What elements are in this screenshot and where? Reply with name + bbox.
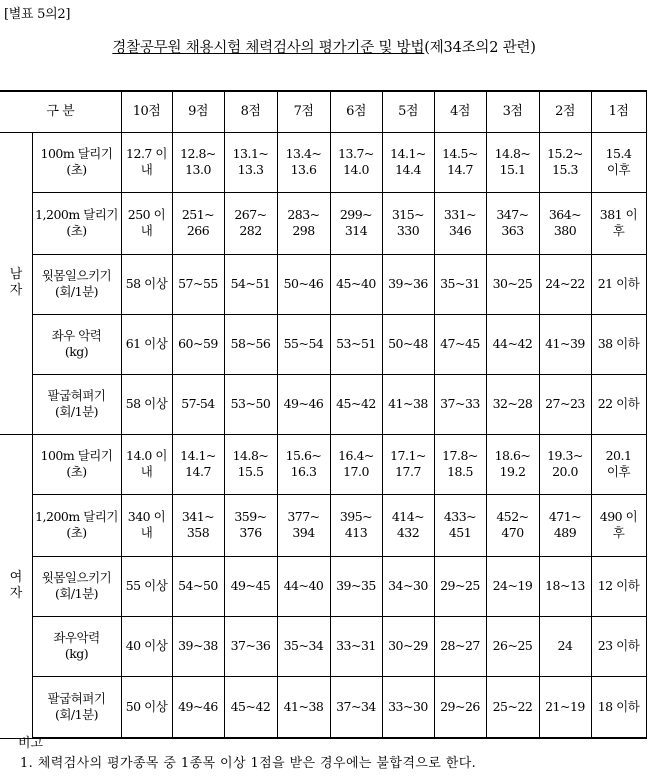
score-cell: 45~42 <box>330 374 382 434</box>
score-cell: 34~30 <box>382 556 434 616</box>
score-cell: 41~38 <box>382 374 434 434</box>
table-row <box>0 192 646 254</box>
score-cell: 57-54 <box>172 374 224 434</box>
score-cell: 61 이상 <box>121 314 172 374</box>
header-row <box>0 91 646 132</box>
group-female-label: 여 자 <box>0 434 32 738</box>
score-cell: 60~59 <box>172 314 224 374</box>
score-cell: 15.2~ 15.3 <box>539 132 591 192</box>
score-cell: 45~40 <box>330 254 382 314</box>
header-score: 4점 <box>434 91 486 132</box>
score-cell: 14.5~ 14.7 <box>434 132 486 192</box>
score-cell: 37~36 <box>224 616 277 676</box>
item-label: 100m 달리기 (초) <box>32 132 121 192</box>
table-row <box>0 494 646 556</box>
header-score: 2점 <box>539 91 591 132</box>
score-cell: 377~ 394 <box>277 494 330 556</box>
header-score: 7점 <box>277 91 330 132</box>
score-cell: 50 이상 <box>121 676 172 738</box>
score-cell: 17.1~ 17.7 <box>382 434 434 494</box>
table-row <box>0 314 646 374</box>
score-cell: 24~22 <box>539 254 591 314</box>
score-cell: 471~ 489 <box>539 494 591 556</box>
score-cell: 490 이 후 <box>591 494 646 556</box>
item-label: 윗몸일으키기 (회/1분) <box>32 254 121 314</box>
score-cell: 57~55 <box>172 254 224 314</box>
score-cell: 18.6~ 19.2 <box>486 434 539 494</box>
header-score: 3점 <box>486 91 539 132</box>
score-cell: 58~56 <box>224 314 277 374</box>
score-cell: 250 이 내 <box>121 192 172 254</box>
score-cell: 29~25 <box>434 556 486 616</box>
group-male-label: 남 자 <box>0 132 32 434</box>
score-cell: 45~42 <box>224 676 277 738</box>
score-cell: 267~ 282 <box>224 192 277 254</box>
score-cell: 53~51 <box>330 314 382 374</box>
score-cell: 53~50 <box>224 374 277 434</box>
score-cell: 50~48 <box>382 314 434 374</box>
score-cell: 331~ 346 <box>434 192 486 254</box>
header-score: 8점 <box>224 91 277 132</box>
title-main: 경찰공무원 채용시험 체력검사의 평가기준 및 방법 <box>112 40 425 56</box>
score-cell: 47~45 <box>434 314 486 374</box>
item-label: 팔굽혀펴기 (회/1분) <box>32 676 121 738</box>
score-cell: 12.8~ 13.0 <box>172 132 224 192</box>
score-cell: 26~25 <box>486 616 539 676</box>
item-label: 좌우악력 (kg) <box>32 616 121 676</box>
item-label: 좌우 악력 (kg) <box>32 314 121 374</box>
note-item-1: 1. 체력검사의 평가종목 중 1종목 이상 1점을 받은 경우에는 불합격으로 한다. <box>20 756 477 771</box>
table-row <box>0 676 646 738</box>
score-cell: 49~46 <box>172 676 224 738</box>
score-cell: 49~45 <box>224 556 277 616</box>
score-cell: 23 이하 <box>591 616 646 676</box>
score-cell: 251~ 266 <box>172 192 224 254</box>
table-row <box>0 132 646 192</box>
score-cell: 315~ 330 <box>382 192 434 254</box>
score-cell: 12.7 이 내 <box>121 132 172 192</box>
header-score: 9점 <box>172 91 224 132</box>
score-cell: 15.6~ 16.3 <box>277 434 330 494</box>
score-cell: 35~34 <box>277 616 330 676</box>
score-cell: 39~35 <box>330 556 382 616</box>
table-row <box>0 434 646 494</box>
score-cell: 22 이하 <box>591 374 646 434</box>
item-label: 팔굽혀펴기 (회/1분) <box>32 374 121 434</box>
header-score: 1점 <box>591 91 646 132</box>
score-cell: 24~19 <box>486 556 539 616</box>
score-cell: 40 이상 <box>121 616 172 676</box>
annex-label: [별표 5의2] <box>4 7 71 22</box>
table-row <box>0 556 646 616</box>
score-cell: 299~ 314 <box>330 192 382 254</box>
score-cell: 14.1~ 14.7 <box>172 434 224 494</box>
score-cell: 283~ 298 <box>277 192 330 254</box>
score-cell: 39~38 <box>172 616 224 676</box>
score-cell: 340 이 내 <box>121 494 172 556</box>
score-cell: 364~ 380 <box>539 192 591 254</box>
score-cell: 44~42 <box>486 314 539 374</box>
header-score: 5점 <box>382 91 434 132</box>
score-cell: 20.1 이후 <box>591 434 646 494</box>
score-cell: 55 이상 <box>121 556 172 616</box>
document-title <box>0 36 648 57</box>
table-row <box>0 374 646 434</box>
score-cell: 37~33 <box>434 374 486 434</box>
score-cell: 21 이하 <box>591 254 646 314</box>
score-cell: 54~51 <box>224 254 277 314</box>
score-cell: 15.4 이후 <box>591 132 646 192</box>
score-cell: 18 이하 <box>591 676 646 738</box>
score-cell: 395~ 413 <box>330 494 382 556</box>
score-cell: 33~30 <box>382 676 434 738</box>
score-cell: 414~ 432 <box>382 494 434 556</box>
score-cell: 27~23 <box>539 374 591 434</box>
score-cell: 33~31 <box>330 616 382 676</box>
score-cell: 50~46 <box>277 254 330 314</box>
score-cell: 49~46 <box>277 374 330 434</box>
score-cell: 35~31 <box>434 254 486 314</box>
score-cell: 58 이상 <box>121 254 172 314</box>
evaluation-table <box>0 90 647 739</box>
score-cell: 381 이 후 <box>591 192 646 254</box>
table-row <box>0 254 646 314</box>
score-cell: 347~ 363 <box>486 192 539 254</box>
score-cell: 13.7~ 14.0 <box>330 132 382 192</box>
score-cell: 359~ 376 <box>224 494 277 556</box>
notes-heading: 비고 <box>18 736 44 751</box>
title-suffix: (제34조의2 관련) <box>424 40 536 56</box>
score-cell: 41~38 <box>277 676 330 738</box>
score-cell: 41~39 <box>539 314 591 374</box>
score-cell: 12 이하 <box>591 556 646 616</box>
score-cell: 14.8~ 15.5 <box>224 434 277 494</box>
score-cell: 38 이하 <box>591 314 646 374</box>
score-cell: 58 이상 <box>121 374 172 434</box>
score-cell: 13.4~ 13.6 <box>277 132 330 192</box>
score-cell: 30~29 <box>382 616 434 676</box>
score-cell: 19.3~ 20.0 <box>539 434 591 494</box>
item-label: 1,200m 달리기 (초) <box>32 494 121 556</box>
score-cell: 433~ 451 <box>434 494 486 556</box>
score-cell: 13.1~ 13.3 <box>224 132 277 192</box>
item-label: 윗몸일으키기 (회/1분) <box>32 556 121 616</box>
score-cell: 17.8~ 18.5 <box>434 434 486 494</box>
table-row <box>0 616 646 676</box>
score-cell: 55~54 <box>277 314 330 374</box>
header-category: 구 분 <box>0 91 121 132</box>
score-cell: 14.0 이 내 <box>121 434 172 494</box>
score-cell: 18~13 <box>539 556 591 616</box>
score-cell: 341~ 358 <box>172 494 224 556</box>
score-cell: 21~19 <box>539 676 591 738</box>
score-cell: 16.4~ 17.0 <box>330 434 382 494</box>
score-cell: 24 <box>539 616 591 676</box>
item-label: 1,200m 달리기 (초) <box>32 192 121 254</box>
score-cell: 39~36 <box>382 254 434 314</box>
header-score: 10점 <box>121 91 172 132</box>
notes-section <box>18 734 476 774</box>
score-cell: 29~26 <box>434 676 486 738</box>
score-cell: 30~25 <box>486 254 539 314</box>
header-score: 6점 <box>330 91 382 132</box>
score-cell: 37~34 <box>330 676 382 738</box>
score-cell: 54~50 <box>172 556 224 616</box>
score-cell: 44~40 <box>277 556 330 616</box>
score-cell: 25~22 <box>486 676 539 738</box>
score-cell: 14.1~ 14.4 <box>382 132 434 192</box>
score-cell: 452~ 470 <box>486 494 539 556</box>
item-label: 100m 달리기 (초) <box>32 434 121 494</box>
score-cell: 28~27 <box>434 616 486 676</box>
score-cell: 32~28 <box>486 374 539 434</box>
score-cell: 14.8~ 15.1 <box>486 132 539 192</box>
